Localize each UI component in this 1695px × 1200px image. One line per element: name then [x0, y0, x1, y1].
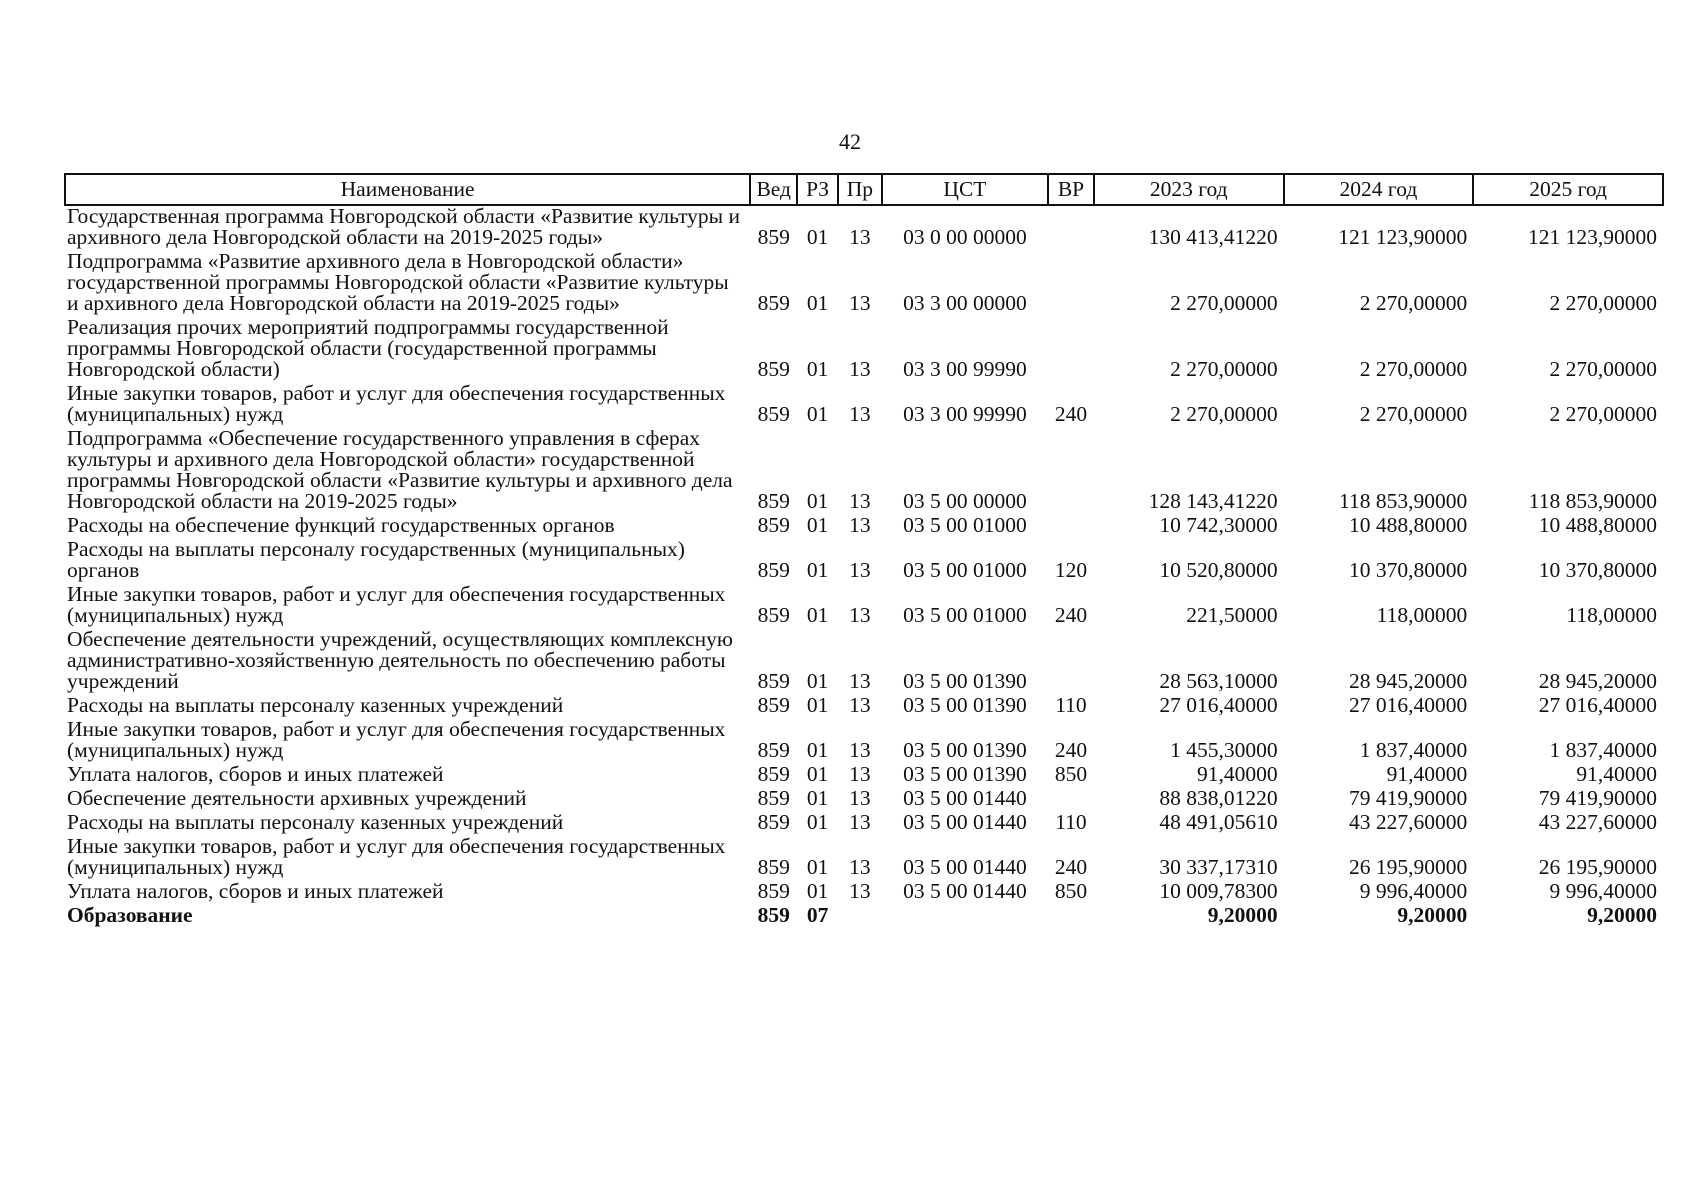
row-rz: 01: [806, 489, 829, 513]
row-name: Уплата налогов, сборов и иных платежей: [67, 762, 444, 786]
row-amount-2024: 9,20000: [1397, 903, 1468, 927]
row-vr: [1048, 251, 1094, 317]
row-name: Расходы на обеспечение функций государственных органов: [67, 513, 615, 537]
row-name: Подпрограмма «Обеспечение государственного управления в сферах культуры и архивного дела Новгородской области» государственной программы Новгородской области «Развитие культуры и архивного дела Новгородской области на 2019-2025 годы»: [67, 426, 733, 513]
row-amount-2023: 1 455,30000: [1170, 738, 1278, 762]
header-vr: ВР: [1048, 174, 1094, 205]
row-pr: 13: [849, 669, 871, 693]
row-amount-2025: 10 488,80000: [1538, 513, 1657, 537]
row-amount-2024: 118 853,90000: [1339, 489, 1468, 513]
row-vr: 110: [1055, 693, 1087, 717]
row-amount-2024: 2 270,00000: [1359, 291, 1468, 315]
table-row: [65, 719, 1663, 764]
row-amount-2024: 27 016,40000: [1349, 693, 1468, 717]
row-amount-2024: 79 419,90000: [1349, 786, 1468, 810]
row-pr: 13: [849, 603, 871, 627]
row-rz: 01: [806, 810, 829, 834]
row-rz: 01: [806, 693, 829, 717]
row-name: Реализация прочих мероприятий подпрограммы государственной программы Новгородской области (государственной программы Новгородской области): [67, 315, 669, 381]
table-body: [65, 205, 1663, 929]
table-row: [65, 695, 1663, 719]
row-rz: 01: [806, 603, 829, 627]
row-rz: 01: [806, 291, 829, 315]
row-name: Уплата налогов, сборов и иных платежей: [67, 879, 444, 903]
row-rz: 01: [806, 513, 829, 537]
row-vr: 850: [1054, 762, 1088, 786]
header-name: Наименование: [65, 174, 750, 205]
row-cst: 03 5 00 01440: [903, 879, 1027, 903]
row-ved: 859: [757, 738, 790, 762]
row-amount-2024: 2 270,00000: [1359, 402, 1468, 426]
row-amount-2023: 2 270,00000: [1170, 357, 1278, 381]
row-cst: 03 0 00 00000: [903, 225, 1027, 249]
row-amount-2023: 91,40000: [1196, 762, 1278, 786]
row-cst: [882, 905, 1048, 929]
row-rz: 01: [806, 402, 829, 426]
row-ved: 859: [757, 903, 790, 927]
table-row: [65, 788, 1663, 812]
row-vr: 240: [1054, 738, 1088, 762]
row-vr: [1048, 205, 1094, 251]
table-row: [65, 905, 1663, 929]
table-row: [65, 836, 1663, 881]
row-name: Расходы на выплаты персоналу казенных учреждений: [67, 693, 564, 717]
row-name: Расходы на выплаты персоналу казенных учреждений: [67, 810, 564, 834]
row-pr: 13: [849, 558, 871, 582]
table-row: [65, 251, 1663, 317]
header-ved: Вед: [750, 174, 797, 205]
row-amount-2025: 121 123,90000: [1528, 225, 1657, 249]
row-amount-2023: 130 413,41220: [1148, 225, 1278, 249]
row-ved: 859: [757, 855, 790, 879]
row-amount-2024: 28 945,20000: [1349, 669, 1468, 693]
row-amount-2023: 27 016,40000: [1159, 693, 1278, 717]
table-header-row: [65, 174, 1663, 205]
table-row: [65, 428, 1663, 515]
row-amount-2023: 2 270,00000: [1170, 291, 1278, 315]
row-ved: 859: [757, 357, 790, 381]
table-row: [65, 629, 1663, 695]
row-pr: 13: [849, 489, 871, 513]
row-amount-2024: 10 370,80000: [1349, 558, 1468, 582]
header-2024: 2024 год: [1284, 174, 1474, 205]
row-pr: 13: [849, 762, 871, 786]
row-amount-2025: 9 996,40000: [1549, 879, 1657, 903]
header-pr: Пр: [838, 174, 882, 205]
row-vr: 110: [1055, 810, 1087, 834]
row-pr: 13: [849, 810, 871, 834]
table-row: [65, 539, 1663, 584]
row-rz: 01: [806, 879, 829, 903]
row-amount-2025: 118 853,90000: [1528, 489, 1657, 513]
row-amount-2025: 118,00000: [1566, 603, 1657, 627]
row-amount-2023: 2 270,00000: [1170, 402, 1278, 426]
row-vr: 850: [1054, 879, 1088, 903]
row-amount-2024: 118,00000: [1376, 603, 1468, 627]
row-vr: 240: [1054, 855, 1088, 879]
row-cst: 03 5 00 01000: [903, 603, 1027, 627]
table-row: [65, 812, 1663, 836]
table-row: [65, 205, 1663, 251]
row-amount-2025: 79 419,90000: [1538, 786, 1657, 810]
row-vr: 240: [1054, 402, 1088, 426]
header-rz: РЗ: [797, 174, 838, 205]
row-pr: 13: [849, 291, 871, 315]
row-ved: 859: [757, 489, 790, 513]
row-amount-2024: 2 270,00000: [1359, 357, 1468, 381]
row-name: Обеспечение деятельности архивных учреждений: [67, 786, 527, 810]
row-amount-2024: 121 123,90000: [1338, 225, 1468, 249]
row-ved: 859: [757, 810, 790, 834]
row-amount-2025: 2 270,00000: [1549, 357, 1657, 381]
row-cst: 03 5 00 01440: [903, 855, 1027, 879]
row-rz: 01: [806, 357, 829, 381]
row-name: Иные закупки товаров, работ и услуг для обеспечения государственных (муниципальных) нужд: [67, 582, 726, 627]
row-amount-2023: 10 009,78300: [1159, 879, 1278, 903]
row-cst: 03 3 00 99990: [903, 402, 1027, 426]
row-ved: 859: [757, 225, 790, 249]
row-cst: 03 5 00 00000: [903, 489, 1027, 513]
row-cst: 03 5 00 01000: [903, 558, 1027, 582]
row-ved: 859: [757, 669, 790, 693]
row-name: Иные закупки товаров, работ и услуг для обеспечения государственных (муниципальных) нужд: [67, 834, 726, 879]
row-amount-2024: 91,40000: [1386, 762, 1468, 786]
row-vr: 240: [1054, 603, 1088, 627]
row-ved: 859: [757, 402, 790, 426]
header-2023: 2023 год: [1094, 174, 1284, 205]
row-vr: [1048, 428, 1094, 515]
row-amount-2023: 30 337,17310: [1159, 855, 1278, 879]
row-cst: 03 5 00 01390: [903, 669, 1027, 693]
row-ved: 859: [757, 693, 790, 717]
row-pr: 13: [849, 786, 871, 810]
row-amount-2023: 9,20000: [1207, 903, 1278, 927]
row-amount-2024: 9 996,40000: [1359, 879, 1468, 903]
row-amount-2024: 1 837,40000: [1359, 738, 1468, 762]
row-amount-2023: 48 491,05610: [1159, 810, 1278, 834]
row-pr: 13: [849, 879, 871, 903]
row-amount-2025: 91,40000: [1576, 762, 1657, 786]
row-pr: 13: [849, 693, 871, 717]
row-cst: 03 3 00 00000: [903, 291, 1027, 315]
row-vr: [1048, 317, 1094, 383]
row-pr: 13: [849, 738, 871, 762]
row-amount-2025: 28 945,20000: [1538, 669, 1657, 693]
row-ved: 859: [757, 513, 790, 537]
page-number: 42: [839, 129, 861, 154]
row-rz: 01: [806, 225, 829, 249]
row-amount-2023: 128 143,41220: [1148, 489, 1278, 513]
row-cst: 03 3 00 99990: [903, 357, 1027, 381]
row-ved: 859: [757, 786, 790, 810]
row-amount-2024: 43 227,60000: [1349, 810, 1468, 834]
row-amount-2025: 2 270,00000: [1549, 291, 1657, 315]
row-vr: [1048, 515, 1094, 539]
row-cst: 03 5 00 01440: [903, 786, 1027, 810]
row-amount-2025: 1 837,40000: [1549, 738, 1657, 762]
row-pr: [838, 905, 882, 929]
header-2025: 2025 год: [1473, 174, 1663, 205]
row-ved: 859: [757, 762, 790, 786]
table-row: [65, 584, 1663, 629]
row-pr: 13: [849, 357, 871, 381]
row-cst: 03 5 00 01390: [903, 693, 1027, 717]
row-vr: [1048, 788, 1094, 812]
row-amount-2023: 10 520,80000: [1159, 558, 1278, 582]
row-vr: [1048, 629, 1094, 695]
table-row: [65, 764, 1663, 788]
budget-table: [64, 173, 1664, 929]
row-cst: 03 5 00 01390: [903, 738, 1027, 762]
row-rz: 01: [806, 855, 829, 879]
row-rz: 01: [806, 669, 829, 693]
row-cst: 03 5 00 01000: [903, 513, 1027, 537]
row-vr: [1048, 905, 1094, 929]
row-ved: 859: [757, 603, 790, 627]
table-row: [65, 383, 1663, 428]
row-cst: 03 5 00 01440: [903, 810, 1027, 834]
row-amount-2025: 9,20000: [1587, 903, 1657, 927]
row-ved: 859: [757, 558, 790, 582]
row-rz: 07: [806, 903, 829, 927]
table-row: [65, 515, 1663, 539]
row-amount-2023: 10 742,30000: [1159, 513, 1278, 537]
row-amount-2024: 26 195,90000: [1349, 855, 1468, 879]
row-ved: 859: [757, 879, 790, 903]
row-name: Обеспечение деятельности учреждений, осуществляющих комплексную административно-хозяйственную деятельность по обеспечению работы учреждений: [67, 627, 733, 693]
row-amount-2023: 28 563,10000: [1159, 669, 1278, 693]
row-name: Подпрограмма «Развитие архивного дела в Новгородской области» государственной программы Новгородской области «Развитие культуры и архивного дела Новгородской области на 2019-2025 годы»: [67, 249, 729, 315]
row-name: Иные закупки товаров, работ и услуг для обеспечения государственных (муниципальных) нужд: [67, 381, 726, 426]
row-name: Иные закупки товаров, работ и услуг для обеспечения государственных (муниципальных) нужд: [67, 717, 726, 762]
row-amount-2023: 88 838,01220: [1159, 786, 1278, 810]
row-amount-2025: 43 227,60000: [1538, 810, 1657, 834]
table-row: [65, 317, 1663, 383]
row-name: Образование: [67, 903, 193, 927]
header-cst: ЦСТ: [882, 174, 1048, 205]
row-pr: 13: [849, 225, 871, 249]
table-row: [65, 881, 1663, 905]
row-pr: 13: [849, 513, 871, 537]
row-amount-2025: 2 270,00000: [1549, 402, 1657, 426]
row-ved: 859: [757, 291, 790, 315]
row-amount-2025: 26 195,90000: [1538, 855, 1657, 879]
row-amount-2025: 27 016,40000: [1538, 693, 1657, 717]
row-amount-2024: 10 488,80000: [1349, 513, 1468, 537]
row-vr: 120: [1054, 558, 1088, 582]
row-pr: 13: [849, 855, 871, 879]
row-pr: 13: [849, 402, 871, 426]
row-cst: 03 5 00 01390: [903, 762, 1027, 786]
row-name: Расходы на выплаты персоналу государственных (муниципальных) органов: [67, 537, 685, 582]
row-name: Государственная программа Новгородской области «Развитие культуры и архивного дела Новгородской области на 2019-2025 годы»: [67, 204, 741, 249]
row-rz: 01: [806, 558, 829, 582]
row-rz: 01: [806, 738, 829, 762]
row-amount-2023: 221,50000: [1186, 603, 1278, 627]
row-rz: 01: [806, 786, 829, 810]
row-amount-2025: 10 370,80000: [1538, 558, 1657, 582]
row-rz: 01: [806, 762, 829, 786]
